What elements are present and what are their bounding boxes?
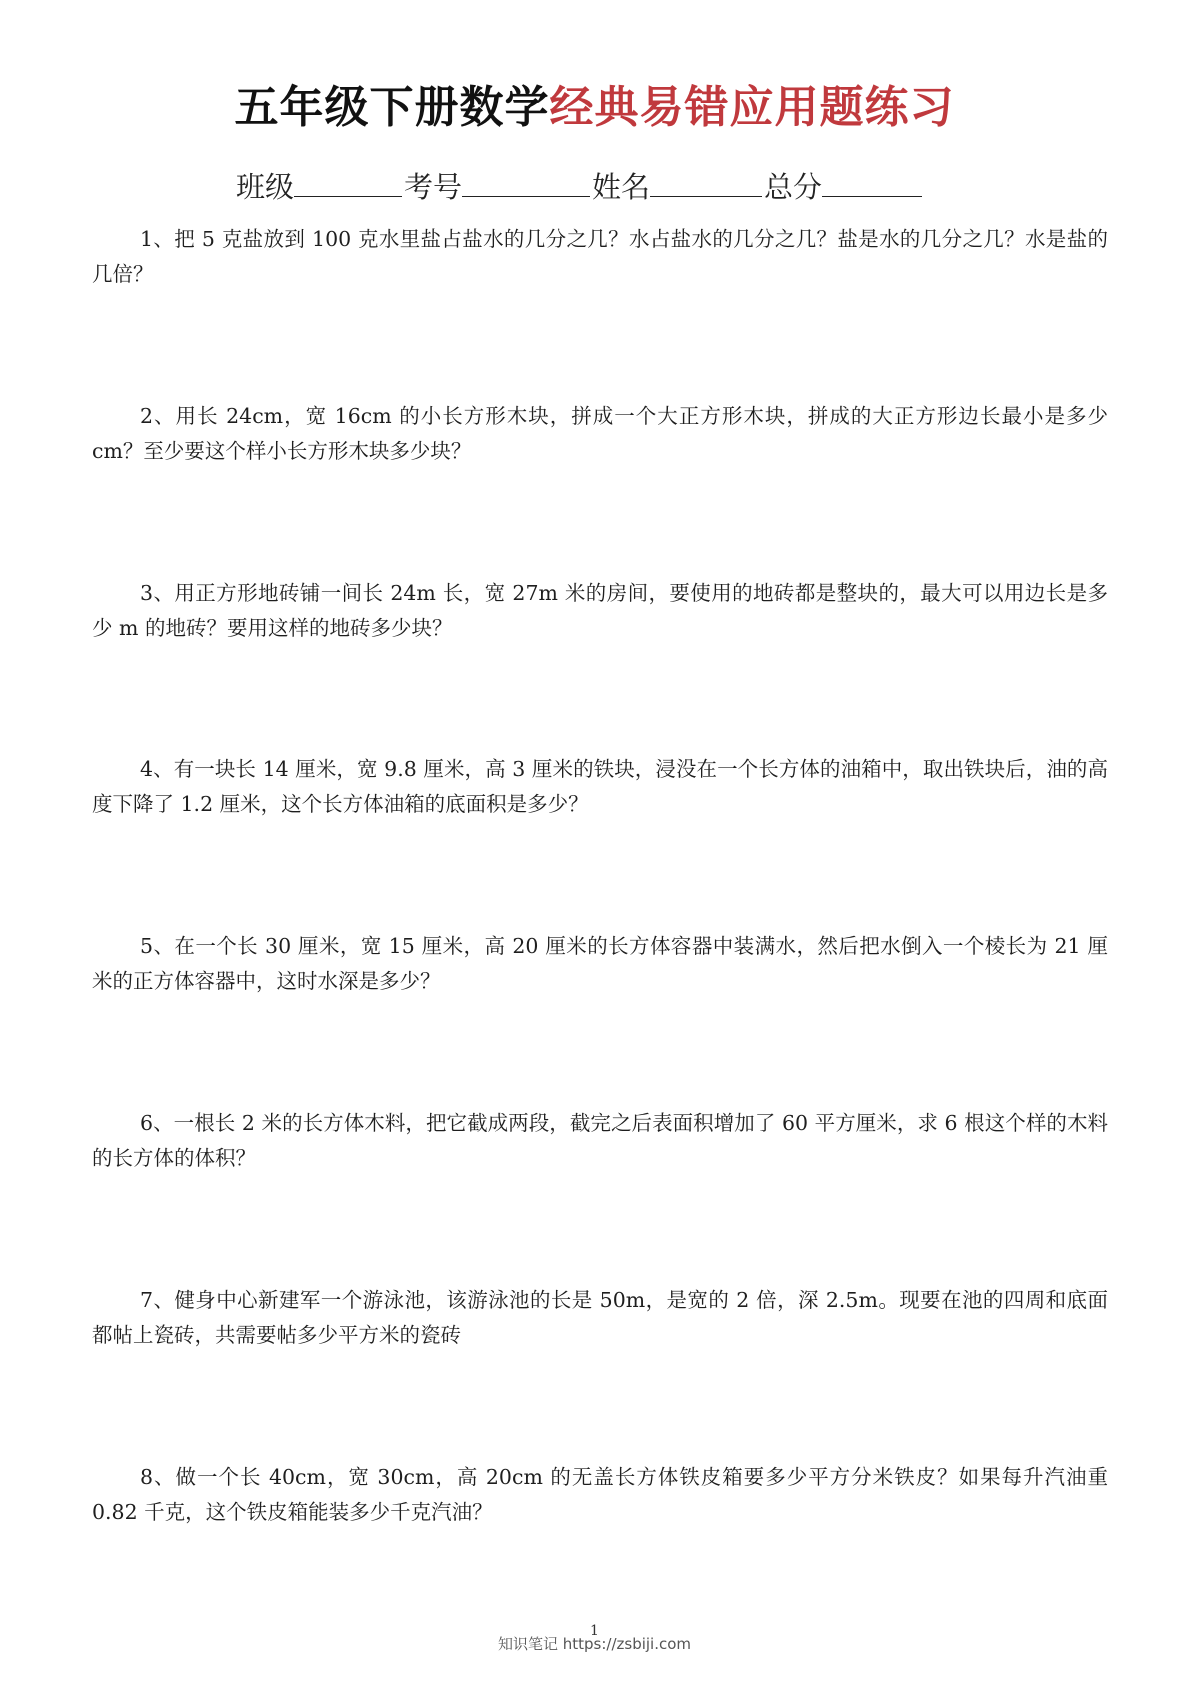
question-6: 6、一根长 2 米的长方体木料，把它截成两段，截完之后表面积增加了 60 平方厘米，求 6 根这个样的木料的长方体的体积？	[92, 1111, 1108, 1170]
student-info-fields	[236, 166, 924, 207]
title-black-part: 五年级下册数学	[234, 82, 550, 133]
question-2: 2、用长 24cm，宽 16cm 的小长方形木块，拼成一个大正方形木块，拼成的大正方形边长最小是多少 cm？至少要这个样小长方形木块多少块？	[92, 404, 1108, 463]
exam-no-blank[interactable]	[462, 166, 590, 197]
question-4: 4、有一块长 14 厘米，宽 9.8 厘米，高 3 厘米的铁块，浸没在一个长方体的油箱中，取出铁块后，油的高度下降了 1.2 厘米，这个长方体油箱的底面积是多少？	[92, 757, 1108, 816]
question-1: 1、把 5 克盐放到 100 克水里盐占盐水的几分之几？水占盐水的几分之几？盐是水的几分之几？水是盐的几倍？	[92, 227, 1108, 286]
page-title	[0, 78, 1189, 138]
question-7: 7、健身中心新建军一个游泳池，该游泳池的长是 50m，是宽的 2 倍，深 2.5m。现要在池的四周和底面都帖上瓷砖，共需要帖多少平方米的瓷砖	[92, 1288, 1108, 1347]
question-8: 8、做一个长 40cm，宽 30cm，高 20cm 的无盖长方体铁皮箱要多少平方分米铁皮？如果每升汽油重 0.82 千克，这个铁皮箱能装多少千克汽油？	[92, 1465, 1108, 1524]
title-red-part: 经典易错应用题练习	[549, 82, 955, 133]
score-label: 总分	[764, 170, 823, 204]
question-5: 5、在一个长 30 厘米，宽 15 厘米，高 20 厘米的长方体容器中装满水，然后把水倒入一个棱长为 21 厘米的正方体容器中，这时水深是多少？	[92, 934, 1108, 993]
question-3: 3、用正方形地砖铺一间长 24m 长，宽 27m 米的房间，要使用的地砖都是整块的，最大可以用边长是多少 m 的地砖？要用这样的地砖多少块？	[92, 581, 1108, 640]
class-blank[interactable]	[294, 166, 402, 197]
name-blank[interactable]	[650, 166, 762, 197]
score-blank[interactable]	[822, 166, 922, 197]
footer-watermark: 知识笔记 https://zsbiji.com	[497, 1635, 692, 1653]
exam-no-label: 考号	[404, 170, 463, 204]
class-label: 班级	[236, 170, 295, 204]
page-number: 1	[590, 1623, 599, 1639]
name-label: 姓名	[592, 170, 651, 204]
